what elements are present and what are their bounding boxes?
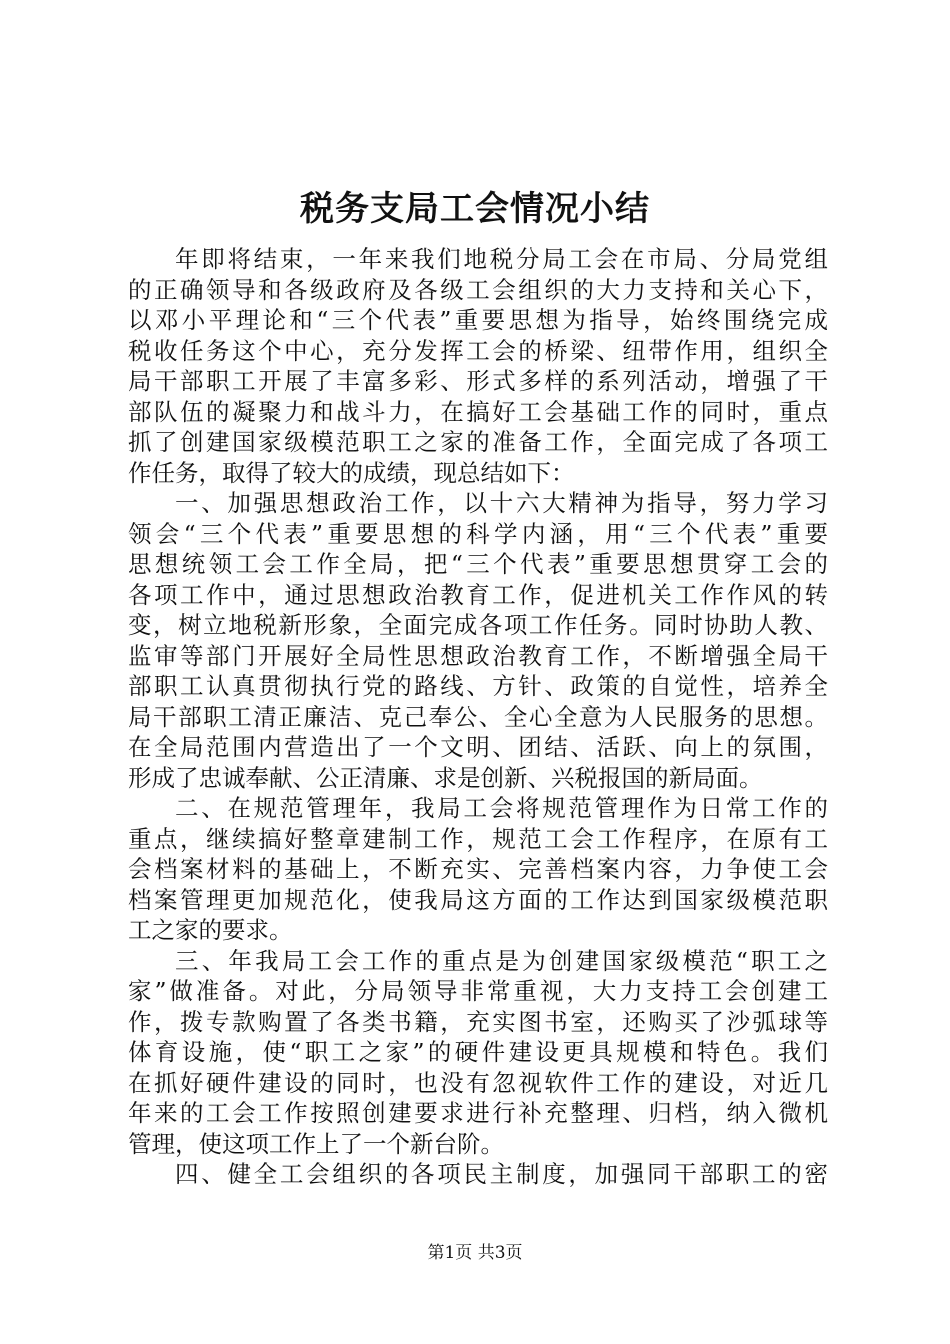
paragraph-section-1 (128, 488, 828, 793)
document-body (128, 244, 828, 1190)
text-line: 工之家的要求。 (128, 916, 293, 944)
text-line: 三、年我局工会工作的重点是为创建国家级模范“职工之 (175, 946, 828, 975)
text-line: 部职工认真贯彻执行党的路线、方针、政策的自觉性，培养全 (128, 672, 828, 700)
text-line: 局干部职工清正廉洁、克己奉公、全心全意为人民服务的思想。 (128, 702, 828, 731)
text-line: 重点，继续搞好整章建制工作，规范工会工作程序，在原有工 (128, 824, 828, 853)
text-line: 监审等部门开展好全局性思想政治教育工作，不断增强全局干 (128, 641, 828, 670)
text-line: 四、健全工会组织的各项民主制度，加强同干部职工的密 (175, 1160, 828, 1188)
text-line: 作任务，取得了较大的成绩，现总结如下： (128, 458, 575, 487)
page-footer: 第1页 共3页 (427, 1243, 523, 1263)
text-line: 一、加强思想政治工作，以十六大精神为指导，努力学习 (175, 489, 828, 517)
paragraph-section-2 (128, 793, 828, 946)
text-line: 体育设施，使“职工之家”的硬件建设更具规模和特色。我们 (128, 1038, 828, 1066)
text-line: 在全局范围内营造出了一个文明、团结、活跃、向上的氛围， (128, 733, 828, 761)
text-line: 管理，使这项工作上了一个新台阶。 (128, 1129, 504, 1158)
text-line: 变，树立地税新形象，全面完成各项工作任务。同时协助人教、 (128, 611, 828, 639)
text-line: 家”做准备。对此，分局领导非常重视，大力支持工会创建工 (128, 977, 828, 1005)
text-line: 会档案材料的基础上，不断充实、完善档案内容，力争使工会 (128, 855, 828, 883)
text-line: 年来的工会工作按照创建要求进行补充整理、归档，纳入微机 (128, 1099, 828, 1127)
paragraph-intro (128, 244, 828, 488)
text-line: 各项工作中，通过思想政治教育工作，促进机关工作作风的转 (128, 580, 828, 609)
text-line: 的正确领导和各级政府及各级工会组织的大力支持和关心下， (128, 275, 828, 304)
text-line: 局干部职工开展了丰富多彩、形式多样的系列活动，增强了干 (128, 367, 828, 395)
paragraph-section-3 (128, 946, 828, 1160)
text-line: 作，拨专款购置了各类书籍，充实图书室，还购买了沙弧球等 (128, 1007, 828, 1036)
document-title: 税务支局工会情况小结 (300, 189, 650, 229)
text-line: 部队伍的凝聚力和战斗力，在搞好工会基础工作的同时，重点 (128, 397, 828, 426)
text-line: 抓了创建国家级模范职工之家的准备工作，全面完成了各项工 (128, 428, 828, 456)
text-line: 年即将结束，一年来我们地税分局工会在市局、分局党组 (175, 245, 828, 273)
text-line: 在抓好硬件建设的同时，也没有忽视软件工作的建设，对近几 (128, 1068, 828, 1097)
text-line: 以邓小平理论和“三个代表”重要思想为指导，始终围绕完成 (128, 306, 828, 334)
text-line: 档案管理更加规范化，使我局这方面的工作达到国家级模范职 (128, 885, 828, 914)
text-line: 领会“三个代表”重要思想的科学内涵，用“三个代表”重要 (128, 519, 828, 548)
text-line: 思想统领工会工作全局，把“三个代表”重要思想贯穿工会的 (128, 550, 828, 578)
paragraph-section-4 (128, 1159, 828, 1190)
text-line: 税收任务这个中心，充分发挥工会的桥梁、纽带作用，组织全 (128, 336, 828, 365)
text-line: 形成了忠诚奉献、公正清廉、求是创新、兴税报国的新局面。 (128, 763, 763, 792)
text-line: 二、在规范管理年，我局工会将规范管理作为日常工作的 (175, 794, 828, 822)
